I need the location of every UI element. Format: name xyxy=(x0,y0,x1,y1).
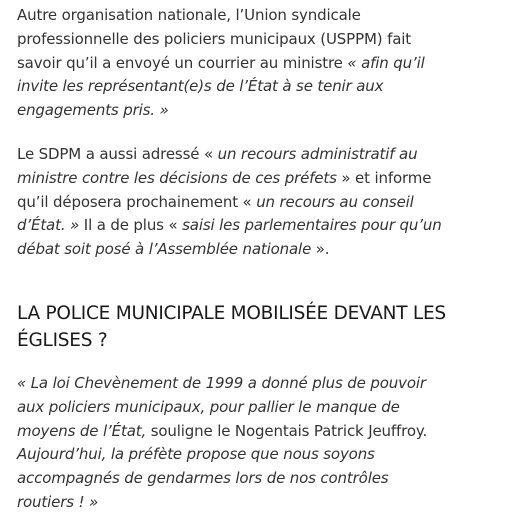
text-run: Autre organisation nationale, l’Union syndicale xyxy=(17,6,361,24)
italic-text: aux policiers municipaux, pour pallier le manque de xyxy=(17,397,400,416)
text-line xyxy=(17,214,521,238)
italic-text: « La loi Chevènement de 1999 a donné plus de pouvoir xyxy=(17,373,426,392)
italic-text: saisi les parlementaires pour qu’un xyxy=(182,216,442,235)
text-run: souligne le Nogentais Patrick Jeuffroy. xyxy=(146,421,428,440)
text-line xyxy=(17,191,521,215)
section-heading-line-2: ÉGLISES ? xyxy=(17,329,108,351)
paragraph-usppm xyxy=(17,4,521,123)
italic-text: invite les représentant(e)s de l’État à se tenir aux xyxy=(17,77,384,96)
section-heading xyxy=(17,300,521,354)
text-line xyxy=(17,467,521,491)
text-line xyxy=(17,99,521,123)
italic-text: « afin qu’il xyxy=(347,53,425,72)
italic-text: moyens de l’État, xyxy=(17,421,147,440)
italic-text: un recours au conseil xyxy=(256,192,414,211)
text-run: professionnelle des policiers municipaux (USPPM) fait xyxy=(17,29,412,48)
text-line xyxy=(17,491,521,515)
italic-text: engagements pris. » xyxy=(17,101,169,120)
text-line xyxy=(17,4,521,28)
text-run: Il a de plus « xyxy=(79,216,183,235)
text-line xyxy=(17,420,521,444)
text-line xyxy=(17,167,521,191)
italic-text: un recours administratif au xyxy=(217,144,418,163)
italic-text: débat soit posé à l’Assemblée nationale xyxy=(17,240,312,259)
italic-text: d’État. » xyxy=(17,216,80,235)
text-run: ». xyxy=(311,240,330,259)
quote-paragraph xyxy=(17,372,521,515)
text-line xyxy=(17,443,521,467)
italic-text: accompagnés de gendarmes lors de nos contrôles xyxy=(17,469,389,488)
text-run: qu’il déposera prochainement « xyxy=(17,192,257,211)
text-run: Le SDPM a aussi adressé « xyxy=(17,144,218,163)
text-line xyxy=(17,396,521,420)
italic-text: Aujourd’hui, la préfète propose que nous soyons xyxy=(17,445,375,464)
text-line xyxy=(17,75,521,99)
text-run: » et informe xyxy=(336,168,432,187)
text-line xyxy=(17,143,521,167)
text-run: savoir qu’il a envoyé un courrier au ministre xyxy=(17,53,348,72)
text-line xyxy=(17,52,521,76)
section-heading-line-1: LA POLICE MUNICIPALE MOBILISÉE DEVANT LES xyxy=(17,302,446,324)
italic-text: ministre contre les décisions de ces préfets xyxy=(17,168,337,187)
text-line xyxy=(17,28,521,52)
paragraph-sdpm xyxy=(17,143,521,262)
text-line xyxy=(17,238,521,262)
text-line xyxy=(17,372,521,396)
italic-text: routiers ! » xyxy=(17,492,99,511)
